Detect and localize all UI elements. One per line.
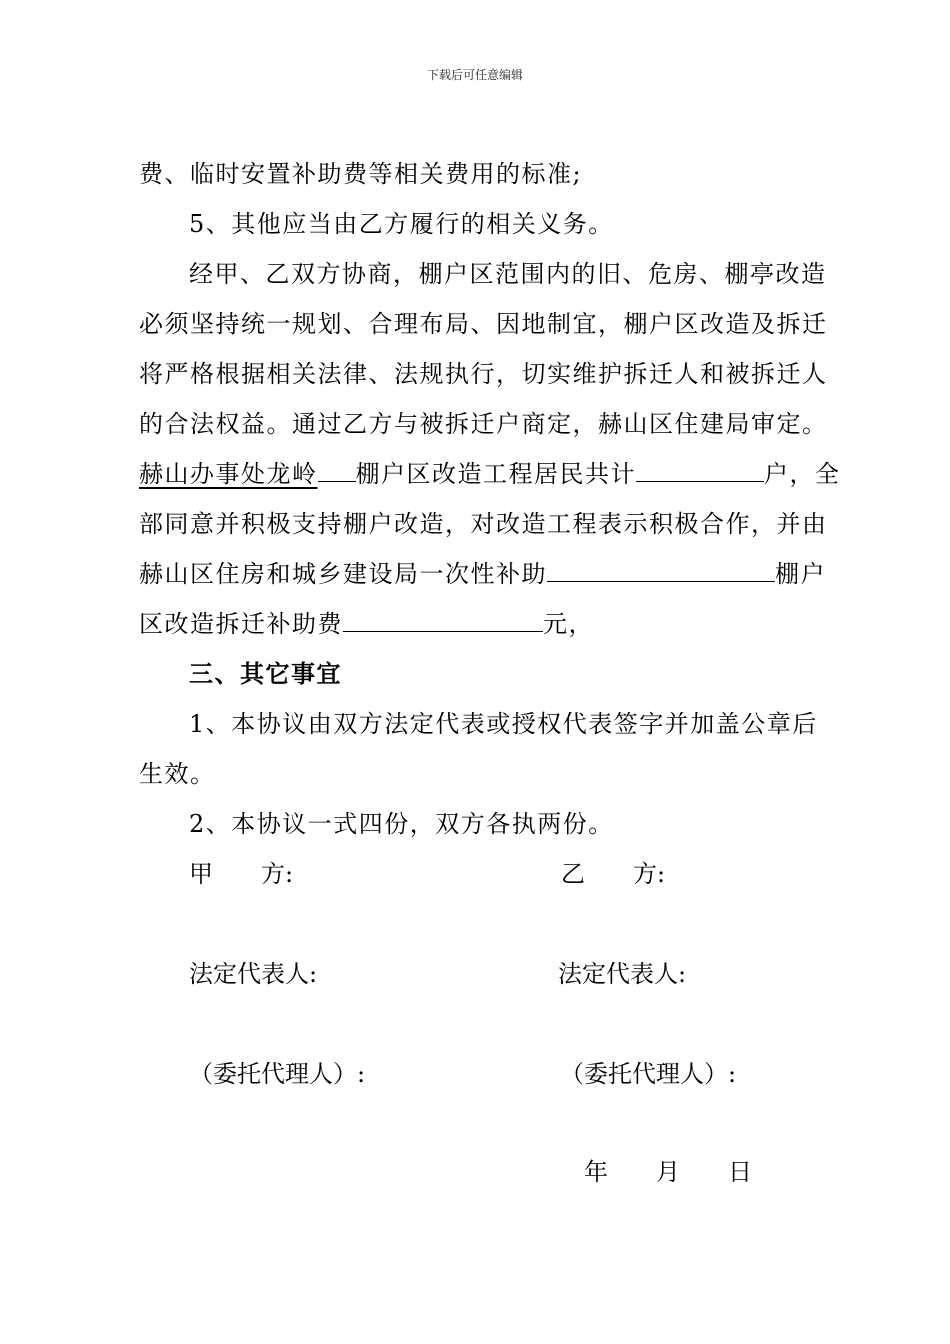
section-heading: 三、其它事宜	[189, 659, 342, 688]
page-header: 下载后可任意编辑	[426, 68, 523, 82]
fee-amount-blank	[343, 609, 543, 632]
text-segment: 棚户	[775, 560, 826, 588]
legal-rep-b-label: 法定代表人:	[558, 960, 687, 988]
text-line: 的合法权益。通过乙方与被拆迁户商定，赫山区住建局审定。	[139, 410, 828, 438]
text-segment: 赫山区住房和城乡建设局一次性补助	[139, 560, 547, 588]
text-line: 2、本协议一式四份，双方各执两份。	[189, 810, 614, 838]
text-segment: 元，	[543, 610, 594, 638]
subsidy-amount-blank	[547, 559, 775, 582]
text-line: 部同意并积极支持棚户改造，对改造工程表示积极合作，并由	[139, 510, 828, 538]
text-line: 将严格根据相关法律、法规执行，切实维护拆迁人和被拆迁人	[139, 360, 828, 388]
text-line: 生效。	[139, 760, 216, 788]
text-line	[139, 559, 826, 589]
agent-a-label: （委托代理人）:	[189, 1060, 366, 1088]
text-line	[139, 609, 594, 639]
legal-rep-a-label: 法定代表人:	[189, 960, 318, 988]
text-line: 必须坚持统一规划、合理布局、因地制宜，棚户区改造及拆迁	[139, 310, 828, 338]
party-a-label: 甲 方:	[189, 860, 294, 888]
text-line: 经甲、乙双方协商，棚户区范围内的旧、危房、棚亭改造	[189, 260, 827, 288]
text-line: 费、临时安置补助费等相关费用的标准;	[139, 160, 583, 188]
text-line: 1、本协议由双方法定代表或授权代表签字并加盖公章后	[189, 710, 818, 738]
household-count-blank	[636, 459, 764, 482]
agent-b-label: （委托代理人）:	[560, 1060, 737, 1088]
text-line	[139, 459, 841, 489]
text-segment: 棚户区改造工程居民共计	[355, 460, 636, 488]
text-line: 5、其他应当由乙方履行的相关义务。	[189, 210, 614, 238]
date-line: 年 月 日	[584, 1158, 752, 1186]
party-b-label: 乙 方:	[561, 860, 666, 888]
text-segment: 户，全	[764, 460, 841, 488]
location-underlined: 赫山办事处龙岭	[139, 460, 318, 488]
underline-blank	[318, 459, 356, 482]
text-segment: 区改造拆迁补助费	[139, 610, 343, 638]
